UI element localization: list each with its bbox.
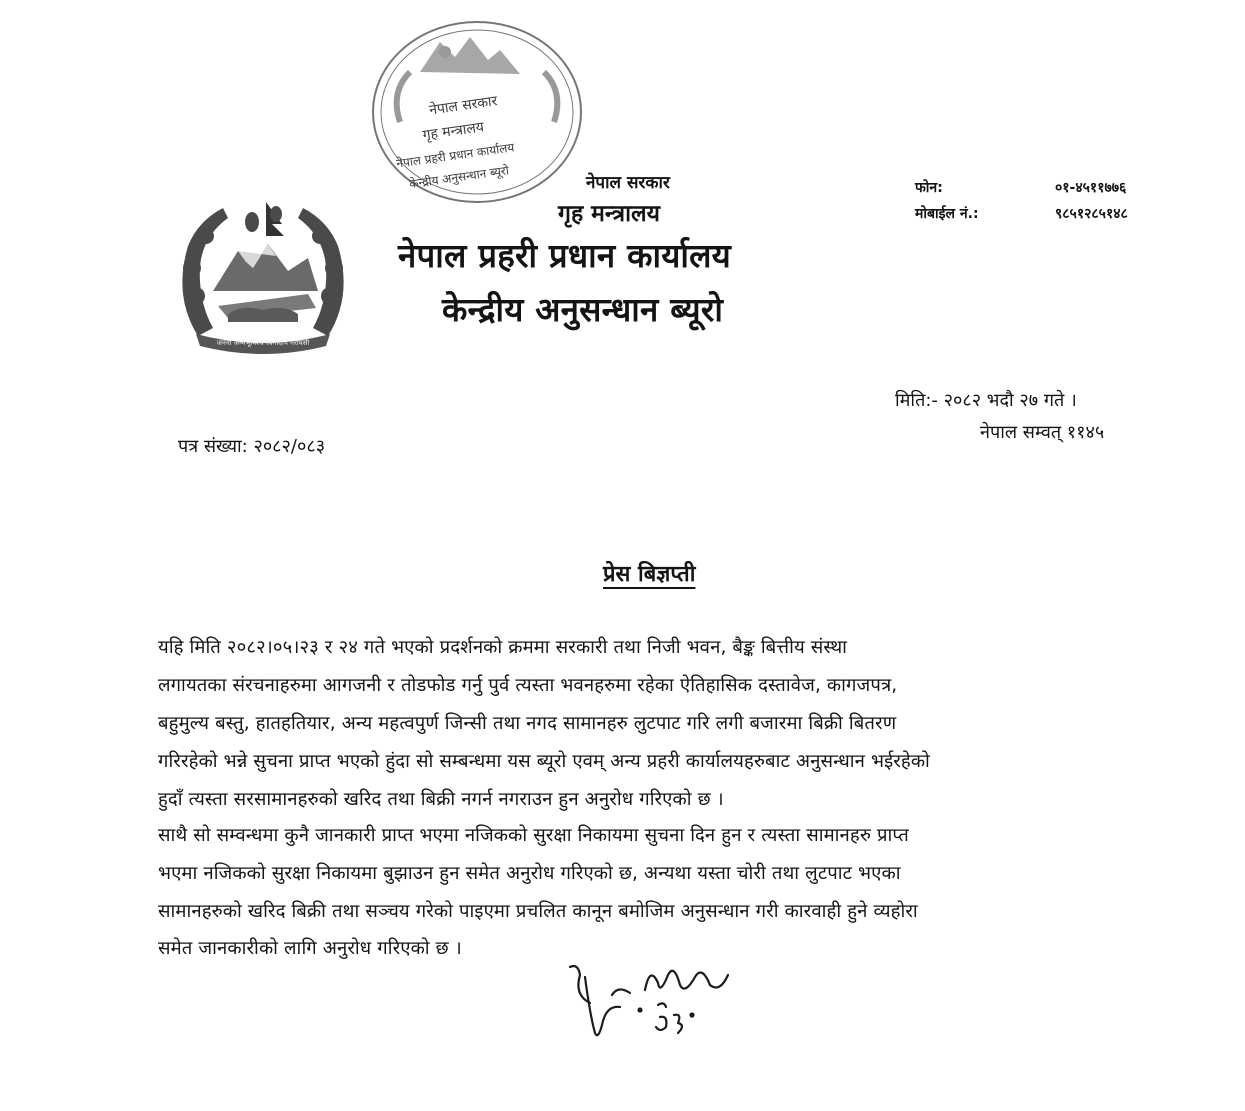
- mobile-label: मोबाईल नं.:: [915, 206, 979, 222]
- notice-line: भएमा नजिकको सुरक्षा निकायमा बुझाउन हुन समेत अनुरोध गरिएको छ, अन्यथा यस्ता चोरी तथा लुटपाट भएका: [158, 863, 901, 884]
- phone-label: फोन:: [915, 180, 943, 196]
- emblem-motto: जननी जन्मभूमिश्च स्वर्गादपि गरीयसी: [216, 339, 310, 347]
- handwritten-signature: [560, 955, 760, 1050]
- header-government: नेपाल सरकार: [586, 173, 670, 193]
- notice-title: प्रेस बिज्ञप्ती: [603, 562, 696, 587]
- stamp-line-2: गृह मन्त्रालय: [421, 119, 485, 144]
- header-ministry: गृह मन्त्रालय: [558, 201, 660, 227]
- notice-line: लगायतका संरचनाहरुमा आगजनी र तोडफोड गर्नु पुर्व त्यस्ता भवनहरुमा रहेका ऐतिहासिक दस्तावेज, कागजपत्र,: [158, 675, 898, 696]
- nepal-sambat: नेपाल सम्वत् ११४५: [980, 422, 1105, 443]
- stamp-emblem-mountains: [420, 37, 520, 74]
- stamp-line-3: नेपाल प्रहरी प्रधान कार्यालय: [395, 140, 516, 171]
- notice-line: गरिरहेको भन्ने सुचना प्राप्त भएको हुंदा सो सम्बन्धमा यस ब्यूरो एवम् अन्य प्रहरी कार्यालयहरुबाट अनुसन्धान भईरहेको: [158, 751, 930, 772]
- notice-line: बहुमुल्य बस्तु, हातहतियार, अन्य महत्वपुर्ण जिन्सी तथा नगद सामानहरु लुटपाट गरि लगी बजारमा बिक्री बितरण: [158, 713, 897, 734]
- notice-line: सामानहरुको खरिद बिक्री तथा सञ्चय गरेको पाइएमा प्रचलित कानून बमोजिम अनुसन्धान गरी कारवाही हुने व्यहोरा: [158, 901, 918, 922]
- notice-line: साथै सो सम्वन्धमा कुनै जानकारी प्राप्त भएमा नजिकको सुरक्षा निकायमा सुचना दिन हुन र त्यस्ता सामानहरु प्राप्त: [158, 825, 909, 846]
- nepal-emblem: [168, 196, 358, 354]
- stamp-line-4: केन्द्रीय अनुसन्धान ब्यूरो: [408, 163, 510, 192]
- phone-value: ०१-४५११७७६: [1055, 180, 1127, 196]
- stamp-line-1: नेपाल सरकार: [428, 93, 499, 119]
- mobile-value: ९८५१२८५१४८: [1055, 206, 1128, 222]
- header-bureau: केन्द्रीय अनुसन्धान ब्यूरो: [442, 290, 724, 329]
- notice-line: हुदाँ त्यस्ता सरसामानहरुको खरिद तथा बिक्री नगर्न नगराउन हुन अनुरोध गरिएको छ ।: [158, 789, 724, 810]
- letter-number: पत्र संख्या: २०८२/०८३: [178, 436, 326, 457]
- header-office: नेपाल प्रहरी प्रधान कार्यालय: [398, 236, 732, 275]
- letter-date: मिति:- २०८२ भदौ २७ गते ।: [895, 390, 1077, 411]
- notice-line: यहि मिति २०८२।०५।२३ र २४ गते भएको प्रदर्शनको क्रममा सरकारी तथा निजी भवन, बैङ्क बित्तीय संस्था: [158, 637, 848, 658]
- circular-office-stamp: [360, 12, 595, 212]
- notice-line: समेत जानकारीको लागि अनुरोध गरिएको छ ।: [158, 938, 462, 959]
